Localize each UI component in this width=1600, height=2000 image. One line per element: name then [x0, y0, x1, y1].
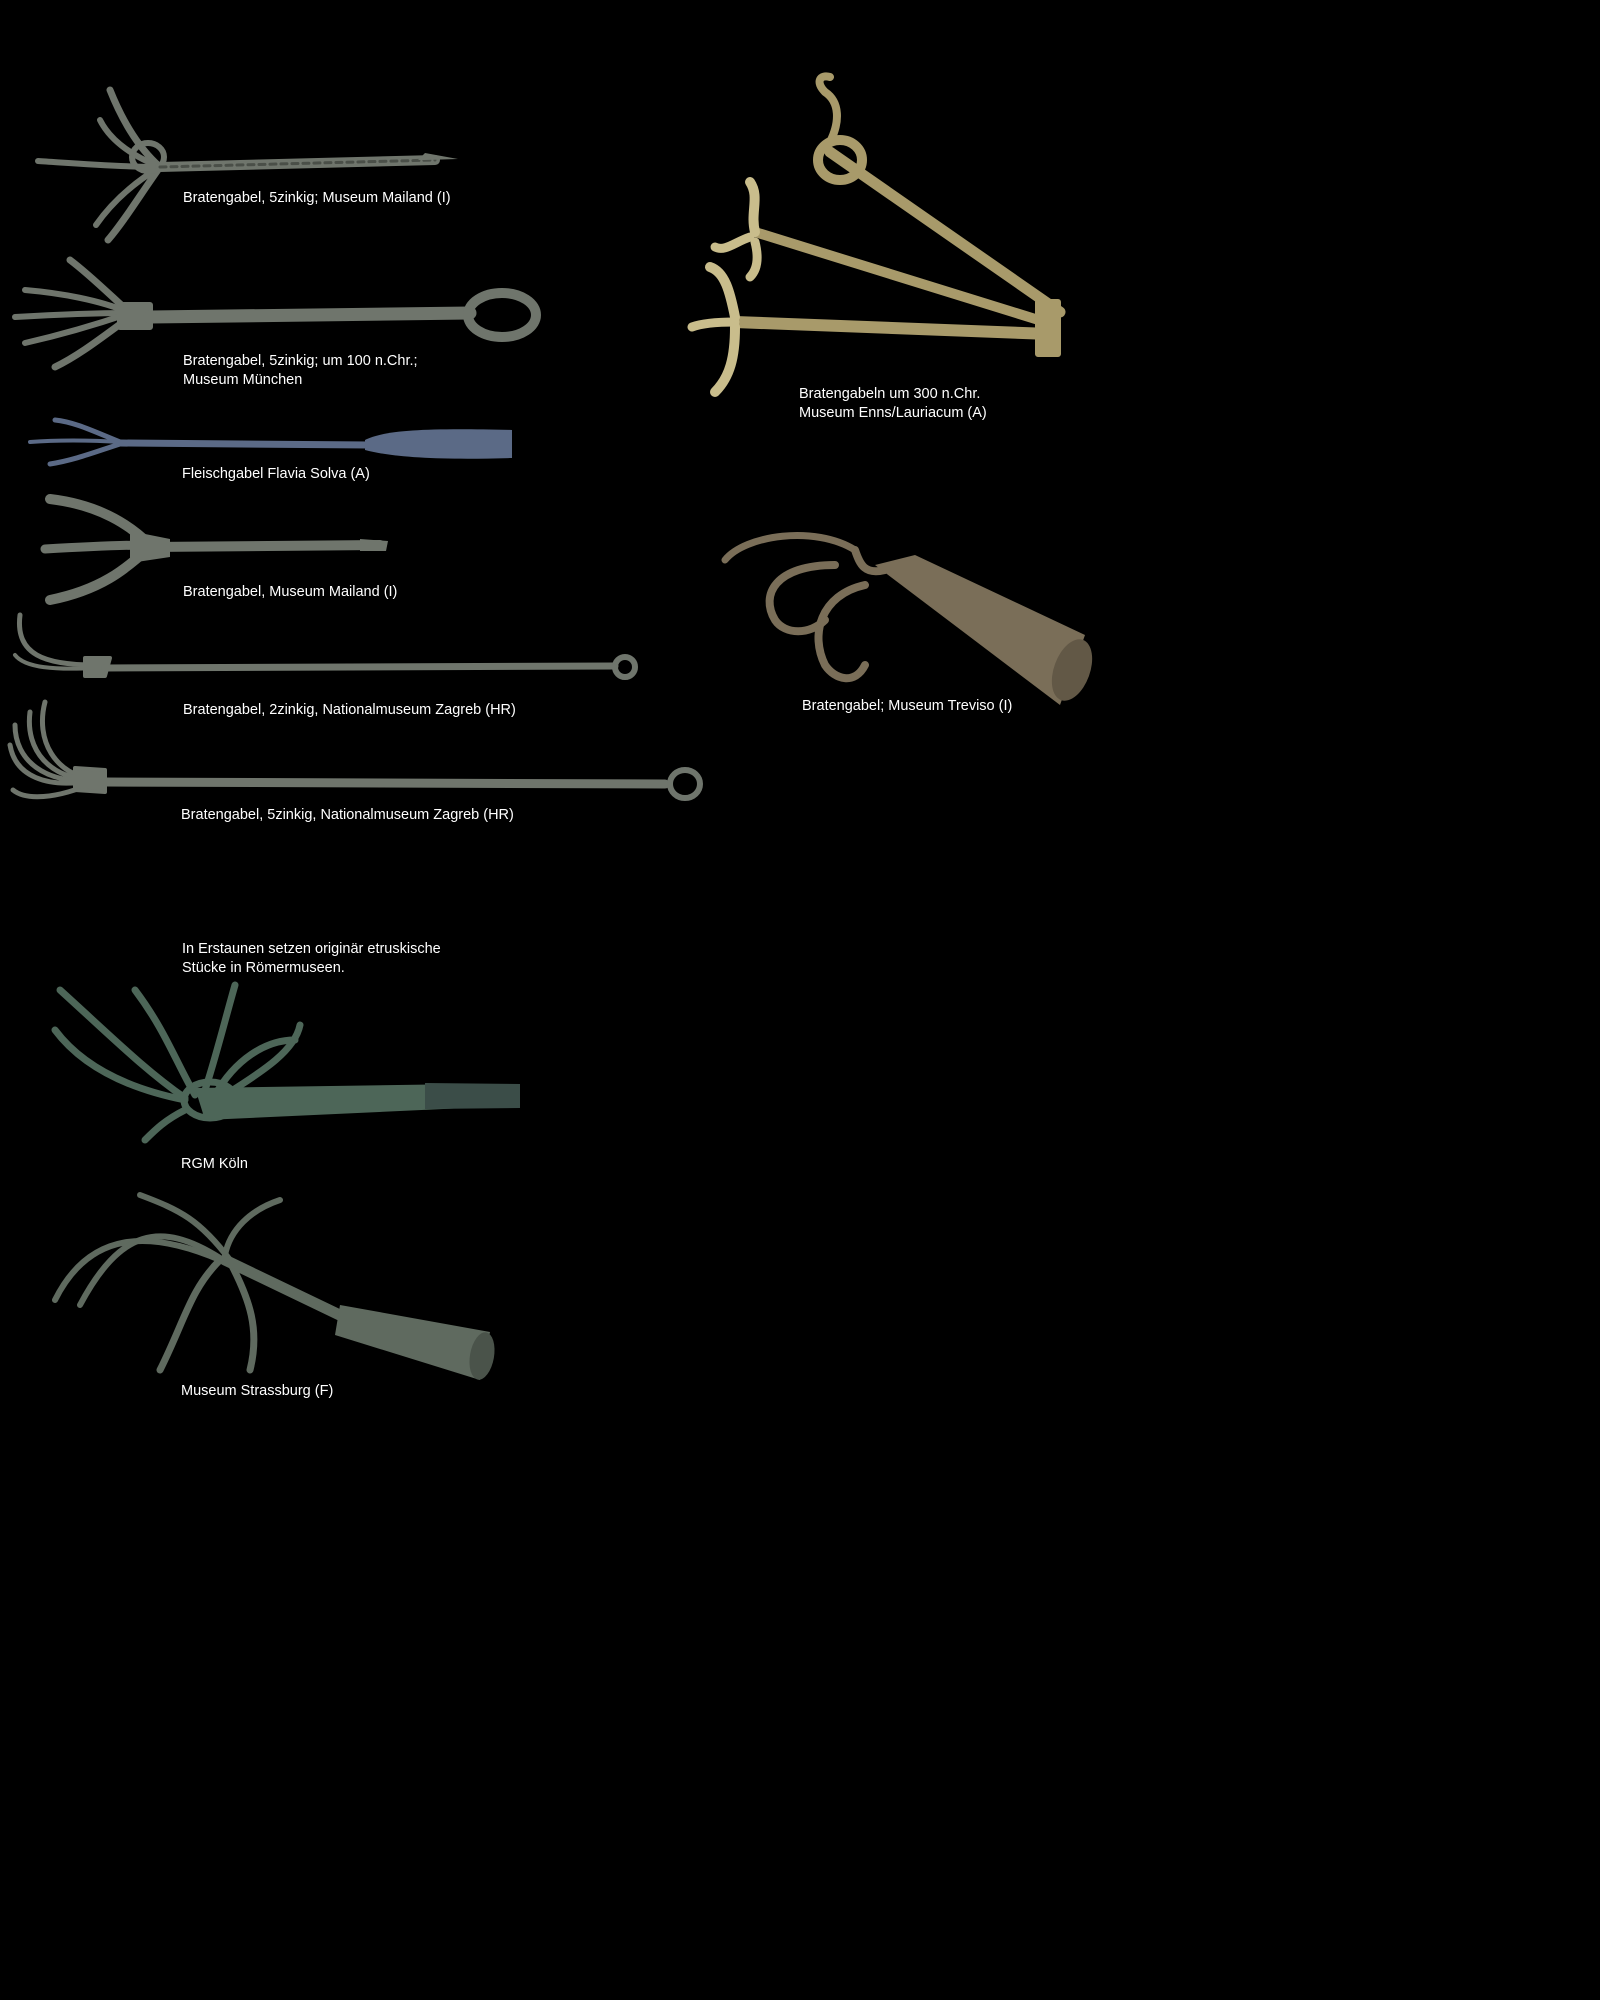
caption-fork-2: Bratengabel, 5zinkig; um 100 n.Chr.; Museum München	[183, 353, 418, 388]
caption-treviso: Bratengabel; Museum Treviso (I)	[802, 698, 1013, 714]
caption-fork-4: Bratengabel, Museum Mailand (I)	[183, 584, 398, 600]
fork-photo-flavia-solva	[25, 410, 525, 470]
caption-fork-6: Bratengabel, 5zinkig, Nationalmuseum Zagreb (HR)	[181, 807, 514, 823]
fork-photo-enns-lauriacum	[690, 72, 1070, 412]
fork-photo-rgm-koeln	[45, 980, 525, 1150]
note-etruscan-pieces: In Erstaunen setzen originär etruskische Stücke in Römermuseen.	[182, 941, 441, 976]
fork-photo-5zinkig-mailand	[30, 85, 470, 245]
caption-fork-5: Bratengabel, 2zinkig, Nationalmuseum Zagreb (HR)	[183, 702, 516, 718]
fork-photo-5zinkig-zagreb	[5, 700, 705, 810]
caption-fork-1: Bratengabel, 5zinkig; Museum Mailand (I)	[183, 190, 451, 206]
fork-photo-2zinkig-zagreb	[5, 610, 645, 685]
fork-photo-strassburg	[50, 1190, 500, 1380]
caption-enns-lauriacum: Bratengabeln um 300 n.Chr. Museum Enns/Lauriacum (A)	[799, 386, 987, 421]
caption-fork-3: Fleischgabel Flavia Solva (A)	[182, 466, 370, 482]
caption-rgm-koeln: RGM Köln	[181, 1156, 248, 1172]
caption-strassburg: Museum Strassburg (F)	[181, 1383, 334, 1399]
fork-photo-treviso	[715, 525, 1095, 705]
